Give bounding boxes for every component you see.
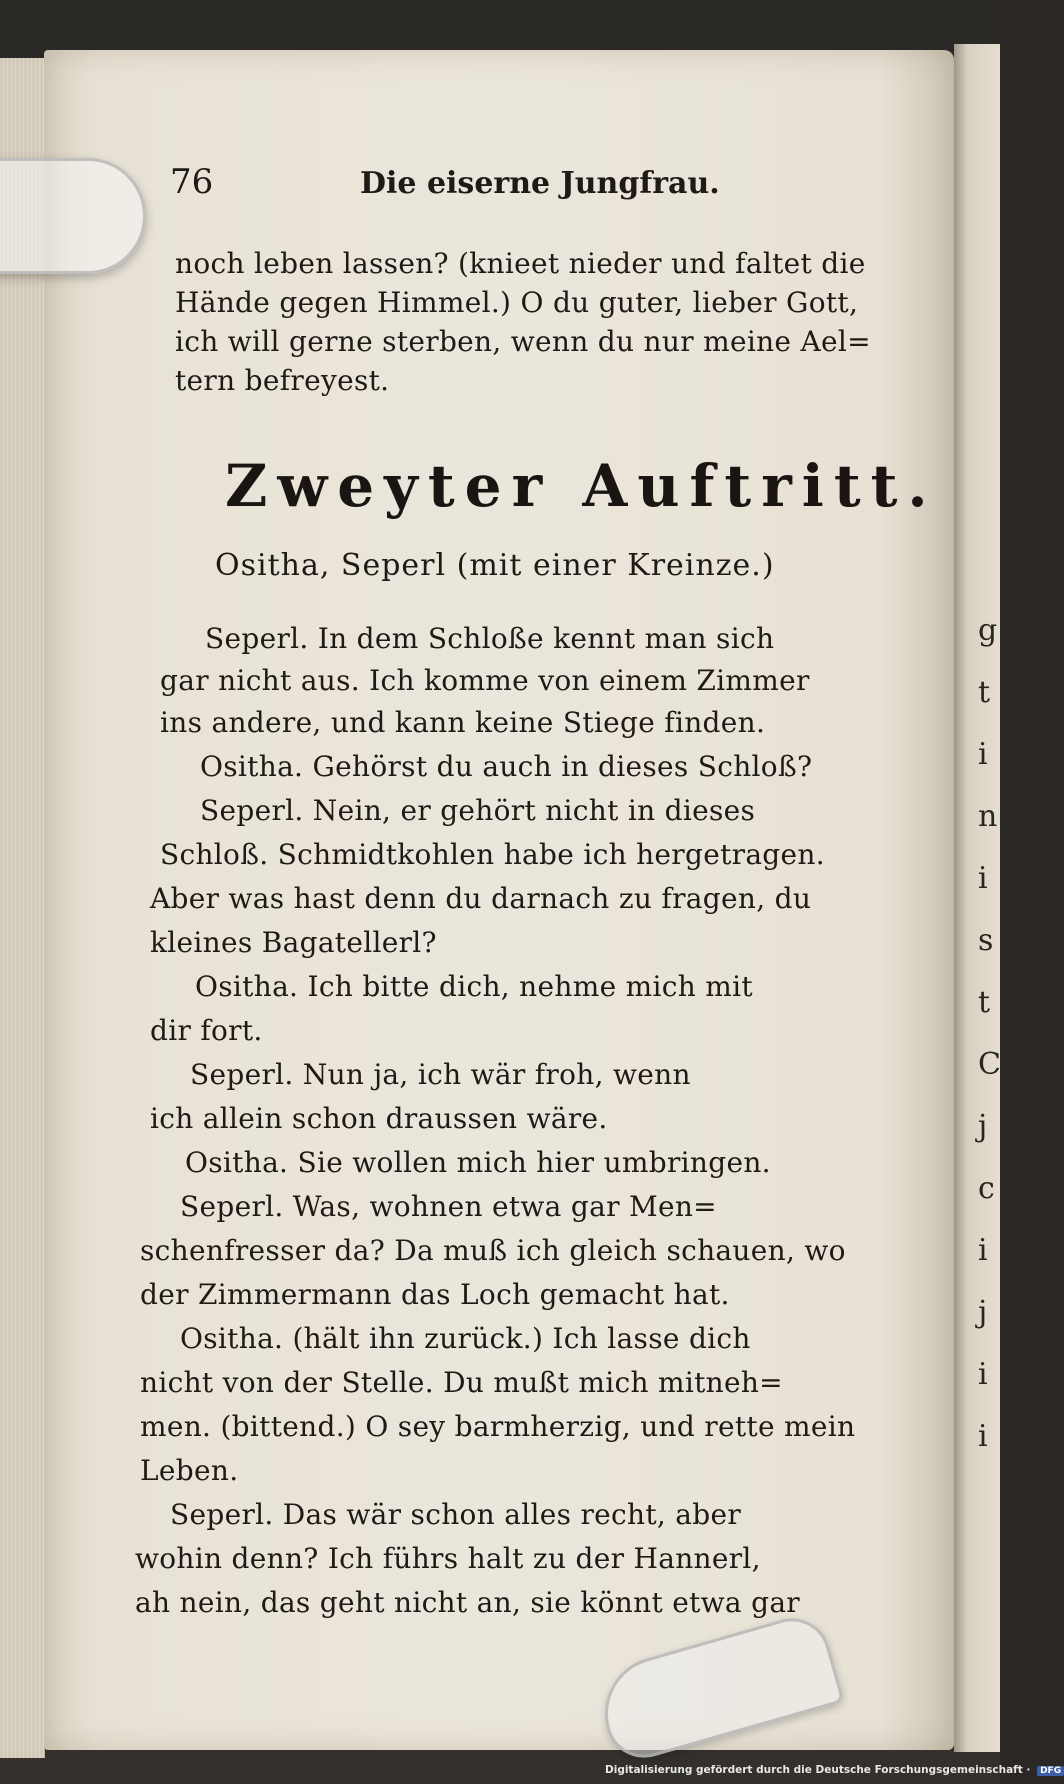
facing-page-fragment: j (978, 1109, 988, 1144)
facing-page-text-fragments (978, 600, 1000, 1468)
dialogue-line: der Zimmermann das Loch gemacht hat. (140, 1278, 730, 1311)
dialogue-line: ins andere, und kann keine Stiege finden. (160, 706, 766, 739)
text-line: noch leben lassen? (knieet nieder und faltet die (175, 247, 866, 280)
dialogue-line: Ositha. (hält ihn zurück.) Ich lasse dich (180, 1322, 751, 1355)
dialogue-line: Ositha. Ich bitte dich, nehme mich mit (195, 970, 753, 1003)
facing-page-fragment: s (978, 923, 994, 958)
dialogue-line: Seperl. In dem Schloße kennt man sich (205, 622, 775, 655)
dialogue-line: schenfresser da? Da muß ich gleich schauen, wo (140, 1234, 846, 1267)
digitization-credit: Digitalisierung gefördert durch die Deutsche Forschungsgemeinschaft · DFG (605, 1764, 995, 1776)
dialogue-line: ich allein schon draussen wäre. (150, 1102, 608, 1135)
scene-heading: Zweyter Auftritt. (225, 452, 938, 520)
text-line: Hände gegen Himmel.) O du guter, lieber Gott, (175, 286, 859, 319)
dialogue-line: Seperl. Nun ja, ich wär froh, wenn (190, 1058, 691, 1091)
facing-page-fragment: i (978, 1357, 988, 1392)
dialogue-line: dir fort. (150, 1014, 263, 1047)
facing-page-fragment: t (978, 675, 991, 710)
facing-page-fragment: j (978, 1295, 988, 1330)
dialogue-line: Leben. (140, 1454, 239, 1487)
dialogue-line: Schloß. Schmidtkohlen habe ich hergetragen. (160, 838, 825, 871)
facing-page-fragment: i (978, 1233, 988, 1268)
dialogue-line: men. (bittend.) O sey barmherzig, und rette mein (140, 1410, 856, 1443)
facing-page-fragment: i (978, 1419, 988, 1454)
facing-page-fragment: C (978, 1047, 1001, 1082)
dfg-logo-icon: DFG (1037, 1766, 1064, 1776)
page-stack-edge (0, 58, 45, 1758)
dialogue-line: kleines Bagatellerl? (150, 926, 437, 959)
facing-page-fragment: n (978, 799, 998, 834)
text-line: tern befreyest. (175, 364, 390, 397)
dialogue-line: Ositha. Sie wollen mich hier umbringen. (185, 1146, 771, 1179)
dialogue-line: Ositha. Gehörst du auch in dieses Schloß? (200, 750, 813, 783)
dialogue-line: Seperl. Was, wohnen etwa gar Men= (180, 1190, 717, 1223)
dialogue-line: ah nein, das geht nicht an, sie könnt etwa gar (135, 1586, 800, 1619)
dialogue-line: gar nicht aus. Ich komme von einem Zimmer (160, 664, 810, 697)
dialogue-line: wohin denn? Ich führs halt zu der Hannerl, (135, 1542, 761, 1575)
running-head (170, 162, 770, 208)
facing-page-fragment: i (978, 861, 988, 896)
dialogue-line: Seperl. Nein, er gehört nicht in dieses (200, 794, 756, 827)
dialogue-line: Seperl. Das wär schon alles recht, aber (170, 1498, 742, 1531)
page-number: 76 (170, 162, 214, 202)
credit-text: Digitalisierung gefördert durch die Deutsche Forschungsgemeinschaft (605, 1764, 1023, 1776)
running-title: Die eiserne Jungfrau. (360, 166, 720, 201)
facing-page-fragment: t (978, 985, 991, 1020)
dialogue-line: Aber was hast denn du darnach zu fragen, du (150, 882, 812, 915)
cast-line: Ositha, Seperl (mit einer Kreinze.) (215, 548, 775, 583)
facing-page-fragment: g (978, 613, 998, 648)
page-clip-top (0, 158, 146, 274)
dialogue-line: nicht von der Stelle. Du mußt mich mitneh= (140, 1366, 783, 1399)
text-line: ich will gerne sterben, wenn du nur meine Ael= (175, 325, 871, 358)
facing-page-fragment: c (978, 1171, 995, 1206)
facing-page-fragment: i (978, 737, 988, 772)
